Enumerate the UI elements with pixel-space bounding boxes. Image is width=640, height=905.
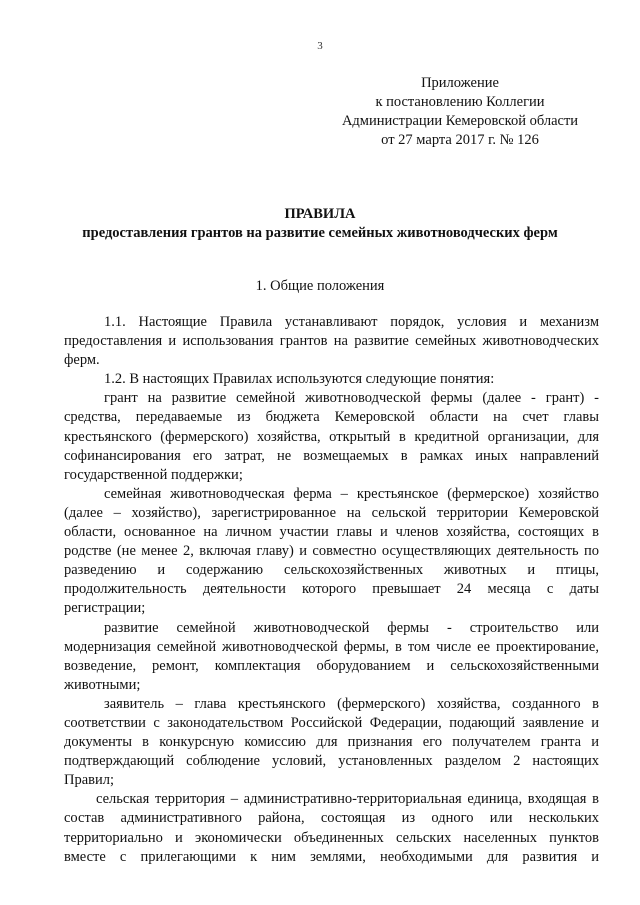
paragraph (64, 695, 599, 790)
paragraph (64, 790, 599, 866)
paragraph-line: заявитель – глава крестьянского (фермерского) хозяйства, созданного в (104, 695, 599, 712)
paragraph (64, 313, 599, 370)
paragraph-line: территориально и экономически объединенных сельских населенных пунктов (64, 829, 599, 846)
paragraph (64, 619, 599, 695)
document-title: ПРАВИЛА (284, 206, 356, 222)
appendix-block (330, 74, 590, 150)
paragraph-line: регистрации; (64, 600, 146, 617)
document-subtitle: предоставления грантов на развитие семейных животноводческих ферм (82, 225, 558, 241)
appendix-line: Администрации Кемеровской области (341, 113, 579, 129)
appendix-line: к постановлению Коллегии (375, 94, 545, 110)
paragraph-line: разведению и содержанию сельскохозяйственных животных и птицы, (64, 562, 599, 579)
section-heading: 1. Общие положения (255, 278, 385, 294)
paragraph-line: грант на развитие семейной животноводческой фермы (далее - грант) - (104, 390, 599, 407)
paragraph-line: развитие семейной животноводческой фермы - строительство или (104, 619, 599, 636)
paragraph-line: 1.2. В настоящих Правилах используются следующие понятия: (104, 371, 495, 388)
paragraph-line: продолжительность деятельности которого превышает 24 месяца с даты (64, 581, 599, 598)
paragraph-line: крестьянского (фермерского) хозяйства, открытый в кредитной организации, для (64, 428, 599, 445)
paragraph-line: области, основанное на личном участии главы и членов хозяйства, состоящих в (64, 524, 599, 541)
paragraph-line: семейная животноводческая ферма – крестьянское (фермерское) хозяйство (104, 485, 599, 502)
paragraph (64, 389, 599, 484)
paragraph-line: соответствии с законодательством Российской Федерации, подающий заявление и (64, 714, 599, 731)
appendix-line: от 27 марта 2017 г. № 126 (381, 132, 539, 148)
document-body (64, 313, 599, 867)
paragraph-line: документы в конкурсную комиссию для признания его получателем гранта и (64, 734, 599, 751)
paragraph-line: возведение, ремонт, комплектация оборудованием и сельскохозяйственными (64, 657, 599, 674)
paragraph-line: Правил; (64, 772, 115, 789)
appendix-line: Приложение (421, 75, 499, 91)
paragraph-line: состав административного района, состоящая из одного или нескольких (64, 810, 599, 827)
paragraph-line: государственной поддержки; (64, 466, 243, 483)
paragraph (64, 485, 599, 619)
paragraph-line: софинансирования его затрат, не возмещаемых в рамках иных направлений (64, 447, 599, 464)
paragraph (64, 370, 599, 389)
paragraph-line: животными; (64, 676, 141, 693)
paragraph-line: 1.1. Настоящие Правила устанавливают порядок, условия и механизм (104, 314, 599, 330)
paragraph-line: предоставления и использования грантов на развитие семейных животноводческих (64, 333, 599, 350)
paragraph-line: вместе с прилегающими к ним землями, необходимыми для развития и (64, 848, 599, 865)
paragraph-line: средства, передаваемые из бюджета Кемеровской области на счет главы (64, 409, 599, 426)
paragraph-line: модернизация семейной животноводческой фермы, в том числе ее проектирование, (64, 638, 599, 655)
page-number: 3 (317, 40, 323, 52)
paragraph-line: ферм. (64, 352, 100, 369)
paragraph-line: сельская территория – административно-территориальная единица, входящая в (96, 791, 599, 808)
paragraph-line: (далее – хозяйство), зарегистрированное на сельской территории Кемеровской (64, 504, 599, 521)
paragraph-line: родстве (не менее 2, включая главу) и совместно осуществляющих деятельность по (64, 543, 599, 560)
paragraph-line: подтверждающий соблюдение условий, установленных разделом 2 настоящих (64, 753, 599, 770)
